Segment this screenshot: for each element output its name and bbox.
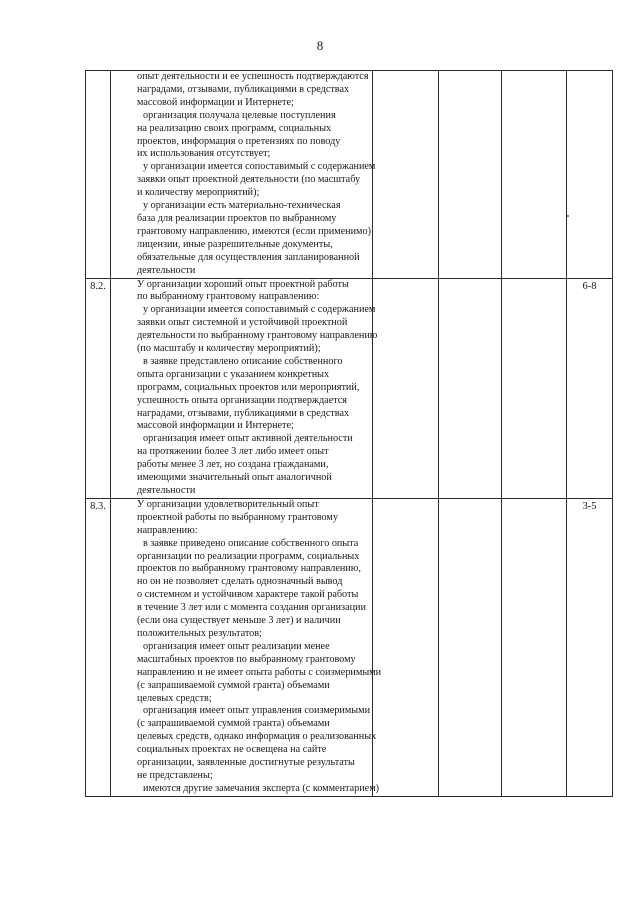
score-range bbox=[567, 71, 613, 279]
assessment-cell-a bbox=[373, 498, 439, 796]
text-line: массовой информации и Интернете; bbox=[137, 420, 294, 432]
text-line: и количеству мероприятий); bbox=[137, 187, 260, 199]
row-number bbox=[86, 71, 111, 279]
text-line: массовой информации и Интернете; bbox=[137, 96, 294, 108]
text-line: деятельности bbox=[137, 485, 196, 496]
text-line: У организации удовлетворительный опыт bbox=[137, 498, 319, 510]
score-range: 6-8 bbox=[567, 278, 613, 498]
text-line: У организации хороший опыт проектной работы bbox=[137, 278, 349, 290]
text-line: лицензии, иные разрешительные документы, bbox=[137, 238, 333, 250]
text-line: целевых средств; bbox=[137, 692, 212, 704]
text-line: обязательные для осуществления запланированной bbox=[137, 251, 360, 263]
text-line: проектной работы по выбранному грантовому bbox=[137, 511, 338, 523]
text-line: направлению и не имеет опыта работы с соизмеримыми bbox=[137, 666, 382, 678]
text-line: организация имеет опыт управления соизмеримыми bbox=[143, 705, 371, 717]
text-line: программ, социальных проектов или мероприятий, bbox=[137, 381, 360, 393]
text-line: их использования отсутствует; bbox=[137, 148, 271, 160]
text-line: организация получала целевые поступления bbox=[143, 109, 336, 121]
text-line: масштабных проектов по выбранному грантовому bbox=[137, 653, 356, 665]
page-number: 8 bbox=[316, 38, 324, 53]
text-line: о системном и устойчивом характере такой работы bbox=[137, 589, 359, 601]
table-row bbox=[86, 498, 613, 796]
assessment-cell-a bbox=[373, 278, 439, 498]
text-line: положительных результатов; bbox=[137, 627, 262, 639]
text-line: грантовому направлению, имеются (если применимо) bbox=[137, 225, 371, 237]
text-line: проектов, информация о претензиях по поводу bbox=[137, 135, 341, 147]
assessment-cell-c bbox=[502, 71, 567, 279]
text-line: по выбранному грантовому направлению: bbox=[137, 291, 320, 303]
text-line: на протяжении более 3 лет либо имеет опыт bbox=[137, 446, 329, 458]
assessment-cell-c bbox=[502, 278, 567, 498]
text-line: (если она существует меньше 3 лет) и наличии bbox=[137, 615, 341, 627]
text-line: направлению: bbox=[137, 524, 198, 536]
text-line: организации, заявленные достигнутые результаты bbox=[137, 757, 355, 769]
text-line: (с запрашиваемой суммой гранта) объемами bbox=[137, 679, 330, 691]
text-line: целевых средств, однако информация о реализованных bbox=[137, 731, 377, 743]
text-line: в заявке приведено описание собственного опыта bbox=[143, 537, 359, 549]
text-line: (по масштабу и количеству мероприятий); bbox=[137, 343, 321, 355]
text-line: организация имеет опыт активной деятельности bbox=[143, 433, 353, 445]
text-line: успешность опыта организации подтверждается bbox=[137, 394, 347, 406]
text-line: у организации есть материально-техническая bbox=[143, 200, 341, 212]
text-line: опыт деятельности и ее успешность подтверждаются bbox=[137, 71, 369, 82]
criterion-description bbox=[111, 498, 382, 796]
row-number: 8.3. bbox=[86, 498, 111, 796]
text-line: в заявке представлено описание собственного bbox=[143, 355, 343, 367]
text-line: организация имеет опыт реализации менее bbox=[143, 640, 330, 652]
text-line: у организации имеется сопоставимый с содержанием bbox=[143, 304, 376, 316]
text-line: имеются другие замечания эксперта (с комментарием) bbox=[143, 782, 380, 794]
table-row bbox=[86, 71, 613, 279]
text-line: организации по реализации программ, социальных bbox=[137, 550, 360, 562]
criterion-description bbox=[111, 278, 378, 498]
scan-speck bbox=[567, 215, 569, 217]
text-line: не представлены; bbox=[137, 769, 213, 781]
text-line: имеющими значительный опыт аналогичной bbox=[137, 472, 332, 484]
text-line: на реализацию своих программ, социальных bbox=[137, 122, 332, 134]
text-line: работы менее 3 лет, но создана гражданами, bbox=[137, 459, 329, 471]
criterion-description bbox=[111, 71, 376, 279]
row-number: 8.2. bbox=[86, 278, 111, 498]
text-line: у организации имеется сопоставимый с содержанием bbox=[143, 161, 376, 173]
text-line: деятельности bbox=[137, 264, 196, 276]
assessment-cell-b bbox=[439, 71, 502, 279]
text-line: опыта организации с указанием конкретных bbox=[137, 368, 330, 380]
text-line: в течение 3 лет или с момента создания организации bbox=[137, 602, 366, 614]
text-line: социальных проектах не освещена на сайте bbox=[137, 744, 327, 756]
text-line: наградами, отзывами, публикациями в средствах bbox=[137, 407, 350, 419]
criteria-table bbox=[85, 70, 613, 797]
text-line: но он не позволяет сделать однозначный вывод bbox=[137, 576, 343, 588]
text-line: (с запрашиваемой суммой гранта) объемами bbox=[137, 718, 330, 730]
text-line: база для реализации проектов по выбранному bbox=[137, 212, 337, 224]
table-row bbox=[86, 278, 613, 498]
score-range: 3-5 bbox=[567, 498, 613, 796]
text-line: наградами, отзывами, публикациями в средствах bbox=[137, 83, 350, 95]
assessment-cell-b bbox=[439, 498, 502, 796]
text-line: заявки опыт системной и устойчивой проектной bbox=[137, 317, 348, 329]
assessment-cell-a bbox=[373, 71, 439, 279]
text-line: деятельности по выбранному грантовому направлению bbox=[137, 330, 378, 342]
assessment-cell-c bbox=[502, 498, 567, 796]
text-line: проектов по выбранному грантовому направлению, bbox=[137, 563, 361, 575]
assessment-cell-b bbox=[439, 278, 502, 498]
text-line: заявки опыт проектной деятельности (по масштабу bbox=[137, 174, 361, 186]
